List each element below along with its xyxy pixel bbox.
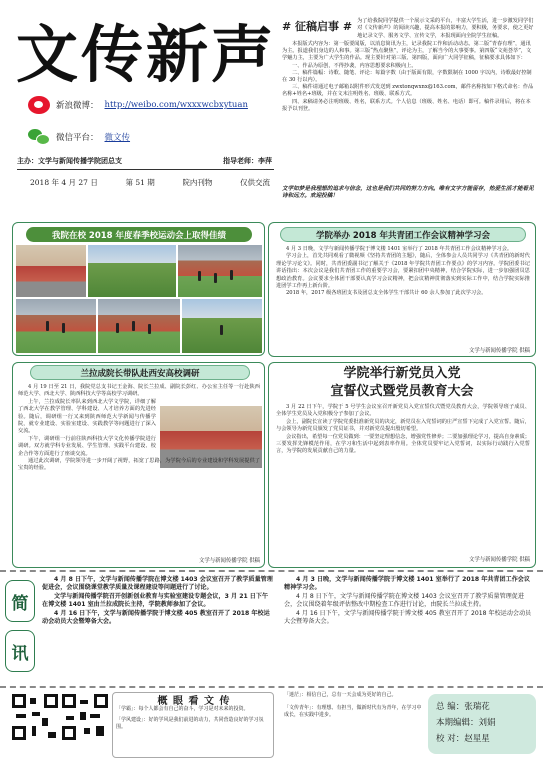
visit-heading: 兰拉成院长带队赴西安高校调研 <box>30 365 250 380</box>
briefs-right <box>284 576 534 626</box>
brief-right-3: 4 月 16 日下午，文学与新闻传播学院于博文楼 405 教室召开了 2018 年校运动会动员大会暨筹备大会。 <box>284 609 532 626</box>
host-label: 主办：文学与新闻传播学院团总支 <box>17 156 122 165</box>
ceremony-p2: 会上，副院长宣读了学院党委批准新党员的决定，新党员在入党誓词的庄严宣誓下完成了入党宣誓。随后，与会领导为新党员颁发了党员证书，并对新党员提出殷切希望。 <box>276 418 530 433</box>
cfp-item-1: 一、作品为原创，不得抄袭，内容思想要求积极向上。 <box>292 62 417 69</box>
quotes-heading: 概 眼 看 文 传 <box>157 696 231 707</box>
photo-long-jump <box>182 299 262 353</box>
call-for-papers <box>282 18 534 198</box>
chief-editor-name: 张瑞花 <box>464 702 490 712</box>
wechat-row <box>28 128 130 146</box>
ceremony-p3: 会议指出，希望每一位党员做到：一要坚定理想信念，增强党性修养；二要加强理论学习，提高自身素质；三要发挥先锋模范作用，在学习和生活中起到表率作用。全体党员要牢记入党誓词，以实际行动践行入党誓言，为学院的发展贡献自己的力量。 <box>276 433 530 455</box>
masthead <box>0 0 280 200</box>
qr-code-weibo[interactable] <box>12 694 58 740</box>
sports-heading: 我院在校 2018 年度春季校运动会上取得佳绩 <box>26 227 252 242</box>
photo-field <box>88 245 176 297</box>
ceremony-heading-line2: 宣誓仪式暨党员教育大会 <box>330 384 474 399</box>
photo-track-race <box>178 245 262 297</box>
weibo-row <box>28 96 248 114</box>
quote-left-2: 「学风建设」：好的学风是我们前进的动力，共同营造良好的学习氛围。 <box>116 717 264 730</box>
briefs-label-top: 简 <box>5 580 35 622</box>
quote-left-1: 「学霸」：每个人都会有自己的奋斗，学习是对未来的投资。 <box>116 706 249 712</box>
advisor-label: 指导老师：李萍 <box>223 156 272 165</box>
ceremony-article <box>276 404 530 456</box>
photo-relay <box>16 299 96 353</box>
ceremony-heading-line1: 学院举行新党员入党 <box>343 366 461 381</box>
briefs-label-bottom: 讯 <box>5 630 35 672</box>
cfp-title: # 征稿启事 # <box>282 20 353 33</box>
visit-p2: 上午，兰拉成院长率队来到西北大学文学院，详细了解了西北大学在教学管理、学科建设、人才培养方面的先进经验。随后，调研组一行又来到陕西师范大学新闻与传播学院，就专业建设、实验室建设、实践教学等问题进行了深入交流。 <box>18 398 156 435</box>
meeting-byline: 文学与新闻传播学院 供稿 <box>468 348 530 354</box>
brief-right-1: 4 月 3 日晚，文学与新闻传播学院于博文楼 1401 室举行了 2018 年共青团工作会议精神学习会。 <box>284 576 530 592</box>
qr-code-wechat[interactable] <box>62 694 108 740</box>
cfp-item-3: 三、稿件请通过电子邮箱以附件形式发送到 zwxtonqwxnx@163.com，邮件名称按如下格式命名：作品名称+姓名+班级，并在文末注明姓名、班级、联系方式。 <box>282 84 534 98</box>
chief-editor-row <box>436 699 528 715</box>
meeting-p3: 2018 年，2017 级各班团支书及团总支全体学生干部共计 60 余人参加了此次学习会。 <box>286 290 487 297</box>
cfp-item-2: 二、稿件篇幅：诗歌、随笔、评论：每篇字数（由于版面有限，字数限制在 1000 字以内，诗歌最好控制在 30 行以内）。 <box>282 69 532 83</box>
issue-editor-row <box>436 715 528 731</box>
weibo-link[interactable]: http://weibo.com/wxxxwcbxytuan <box>104 100 248 110</box>
masthead-info <box>30 177 270 188</box>
editors-box <box>428 694 536 754</box>
circulation: 院内刊物 <box>182 178 213 187</box>
proofreader-label: 校 对： <box>436 734 465 744</box>
distribution-note: 仅供交流 <box>239 178 270 187</box>
masthead-divider <box>17 169 274 170</box>
meeting-article <box>276 246 530 298</box>
brief-left-3: 4 月 16 日下午，文学与新闻传播学院于博文楼 405 教室召开了 2018 年校运动会动员大会暨筹备大会。 <box>42 609 270 626</box>
issue-date: 2018 年 4 月 27 日 <box>30 178 98 187</box>
meeting-heading: 学院举办 2018 年共青团工作会议精神学习会 <box>280 227 526 242</box>
masthead-staff <box>17 156 272 166</box>
wechat-icon <box>28 128 50 146</box>
cfp-intro: 为了给我院同学提供一个展示文采的平台，丰富大学生活，进一步激发同学们对《文传新声》的阅读兴趣，提高本报的影响力，要积极，务要求，使之更好地记录文学、服务文学、宣传文学，本报现面向全院学生征稿。 <box>357 18 534 39</box>
cfp-body: 本报版式内容为：第一版要闻版，以消息简讯为主，记录我院工作和活动动态。第二版“青春有理”，通讯为主。报道我们身边的人和事。第三版“热点聚焦”，评论为主，了解当今的大事要事。第四版“文苑荟萃”，文学魅力主，主要为广大学生的作品。现主要针对第三版、第四版，面向广大同学征稿，征稿要求具体如下： <box>282 40 532 62</box>
ceremony-byline: 文学与新闻传播学院 供稿 <box>468 557 530 563</box>
brief-left-1: 4 月 8 日下午，文学与新闻传播学院在博文楼 1403 会议室召开了教学质量管理促进会，会议围绕课堂教学质量及课程建设等问题进行了讨论。 <box>42 576 273 592</box>
visit-article <box>18 384 260 473</box>
visit-p4: 通过此次调研，学院领导进一步开阔了视野，拓宽了思路，为学院今后的专业建设和学科发展提供了宝贵的经验。 <box>18 458 260 472</box>
proofreader-name: 赵星星 <box>464 734 490 744</box>
quote-right-1: 「迷茫」：相信自己，总有一天会成为更好的自己。 <box>284 692 397 698</box>
issue-number: 第 51 期 <box>125 178 155 187</box>
photo-team <box>16 245 86 297</box>
weibo-label: 新浪微博： <box>56 101 99 111</box>
brief-left-2: 文学与新闻传播学院召开创新创业教育与实验室建设专题会议，3 月 21 日下午在博文楼 1401 室由兰拉成院长主持，学院教师参加了会议。 <box>42 592 269 609</box>
cfp-item-4: 四、来稿请务必注明班级、姓名，联系方式。个人信息（班级、姓名、电话）即可。稿件录用后，将在本报予以刊登。 <box>282 98 531 112</box>
ceremony-heading <box>268 365 536 401</box>
masthead-title: 文传新声 <box>16 18 277 91</box>
quote-right-2: 「文传青年」：有理想、有担当，做新时代有为青年，在学习中成长，在实践中进步。 <box>284 705 422 718</box>
briefs-left <box>42 576 274 626</box>
visit-p1: 4 月 19 日至 21 日，我院党总支书记王金海、院长兰拉成、副院长彭红、办公室主任等一行赴陕西师范大学、西北大学、陕西科技大学等高校学习调研。 <box>18 384 260 398</box>
wechat-label: 微信平台： <box>56 133 99 143</box>
brief-right-2: 4 月 8 日下午，文学与新闻传播学院在博文楼 1403 会议室召开了教学质量管理促进会，会议围绕着年级评估整改中期检查工作进行讨论，由院长兰拉成主持。 <box>284 592 524 609</box>
issue-editor-name: 刘娟 <box>478 718 496 728</box>
photo-sprint <box>98 299 180 353</box>
visit-byline: 文学与新闻传播学院 供稿 <box>198 558 260 564</box>
ceremony-p1: 3 月 22 日下午，学院于 5 号学生会议室召开新党员入党宣誓仪式暨党员教育大会，学院领导班子成员、全体学生党员及入党积极分子参加了会议。 <box>276 404 530 418</box>
meeting-p1: 4 月 3 日晚，文学与新闻传播学院于博文楼 1401 室举行了 2018 年共青团工作会议精神学习会。 <box>286 246 513 252</box>
weibo-icon <box>28 96 50 114</box>
chief-editor-label: 总 编： <box>436 702 465 712</box>
visit-p3: 下午，调研组一行前往陕西科技大学文化传播学院进行调研。双方就学科专业发展、学生管理、实践平台建设、校企合作等方面进行了座谈交流。 <box>18 435 156 457</box>
quotes-right <box>284 692 422 719</box>
meeting-p2: 学习会上，首先共同观看了微视频《坚持共青团的主题》，随后，全体参会人员共同学习《共青团的新时代理论学习论文》。同时，共青团委副书记了解关于《2018 年学院共青团工作要点》的学习内容。学院团委书记讲话指出：本次会议是我们共青团工作的重要学习会，要紧扣团中央精神，结合学院实际，进一步加强团员思想政治教育。会议要求全体团干部要认真学习会议精神，把会议精神贯彻落实到实际工作中，结合学院实际推进团学工作再上新台阶。 <box>276 253 530 290</box>
wechat-link[interactable]: 微文传 <box>104 133 131 143</box>
quotes-left <box>116 706 270 731</box>
cfp-footer-note: 文学如梦是我理想的追求与信念，这也是我们共同的努力方向。唯有文字方能留存，热爱生活才能看见诗和远方。欢迎投稿！ <box>282 186 534 200</box>
proofreader-row <box>436 731 528 747</box>
issue-editor-label: 本期编辑： <box>436 718 479 728</box>
